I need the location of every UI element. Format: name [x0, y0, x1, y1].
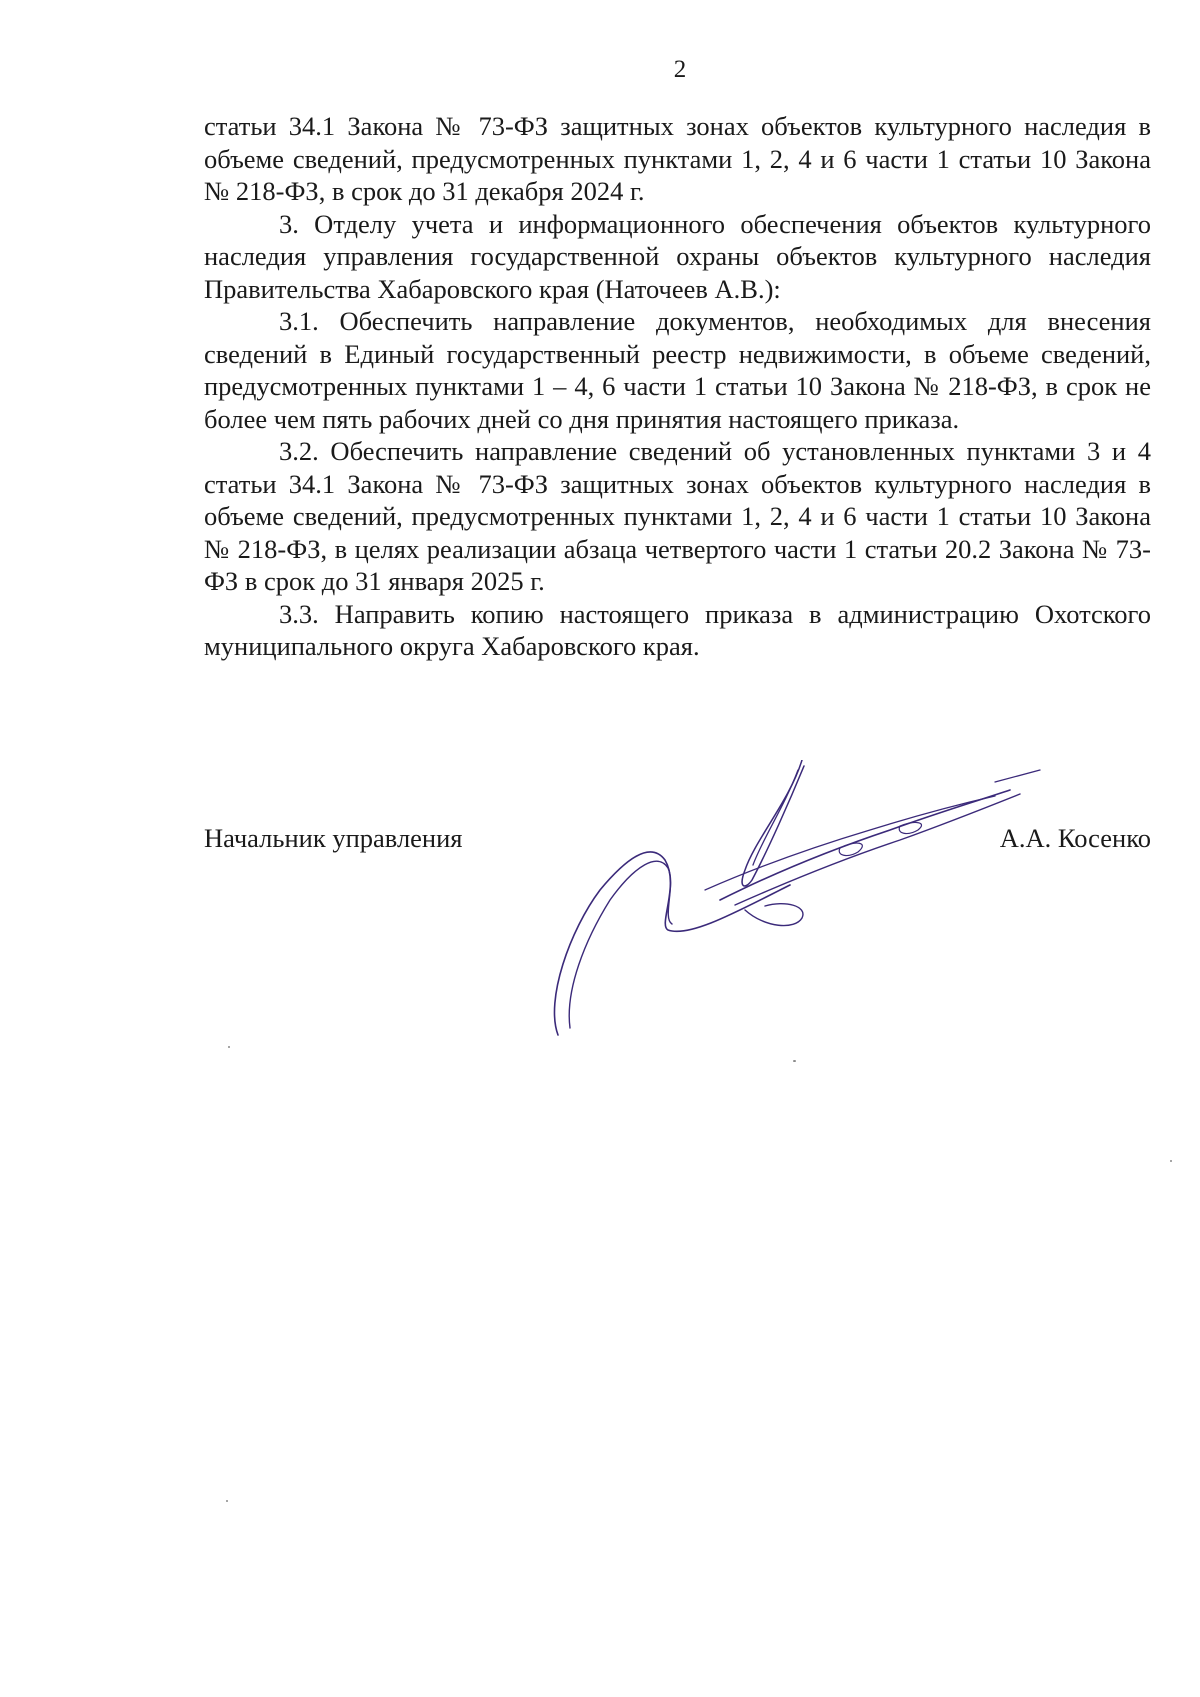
paragraph-item-3-2: 3.2. Обеспечить направление сведений об установленных пунктами 3 и 4 статьи 34.1 Закона № 73-ФЗ защитных зонах объектов культурного наследия в объеме сведений, предусмотренных пунктами 1, 2, 4 и 6 части 1 статьи 10 Закона № 218-ФЗ, в целях реализации абзаца четвертого части 1 статьи 20.2 Закона № 73-ФЗ в срок до 31 января 2025 г. [204, 436, 1151, 596]
scan-speck [793, 1060, 796, 1062]
signatory-position: Начальник управления [204, 823, 463, 853]
paragraph-item-3-3: 3.3. Направить копию настоящего приказа в администрацию Охотского муниципального округа Хабаровского края. [204, 598, 1151, 661]
signatory-name: А.А. Косенко [999, 823, 1151, 853]
paragraph-item-3-1: 3.1. Обеспечить направление документов, необходимых для внесения сведений в Единый государственный реестр недвижимости, в объеме сведений, предусмотренных пунктами 1 – 4, 6 части 1 статьи 10 Закона № 218-ФЗ, в срок не более чем пять рабочих дней со дня принятия настоящего приказа. [204, 306, 1151, 434]
document-body [204, 110, 1151, 663]
page-number: 2 [673, 56, 687, 83]
handwritten-signature [540, 760, 1060, 1040]
paragraph-continuation: статьи 34.1 Закона № 73-ФЗ защитных зонах объектов культурного наследия в объеме сведений, предусмотренных пунктами 1, 2, 4 и 6 части 1 статьи 10 Закона № 218-ФЗ, в срок до 31 декабря 2024 г. [204, 111, 1151, 206]
scan-speck [228, 1046, 230, 1048]
paragraph-item-3: 3. Отделу учета и информационного обеспечения объектов культурного наследия управления государственной охраны объектов культурного наследия Правительства Хабаровского края (Наточеев А.В.): [204, 208, 1151, 304]
scan-speck [226, 1500, 228, 1502]
scan-speck [1170, 1160, 1172, 1162]
